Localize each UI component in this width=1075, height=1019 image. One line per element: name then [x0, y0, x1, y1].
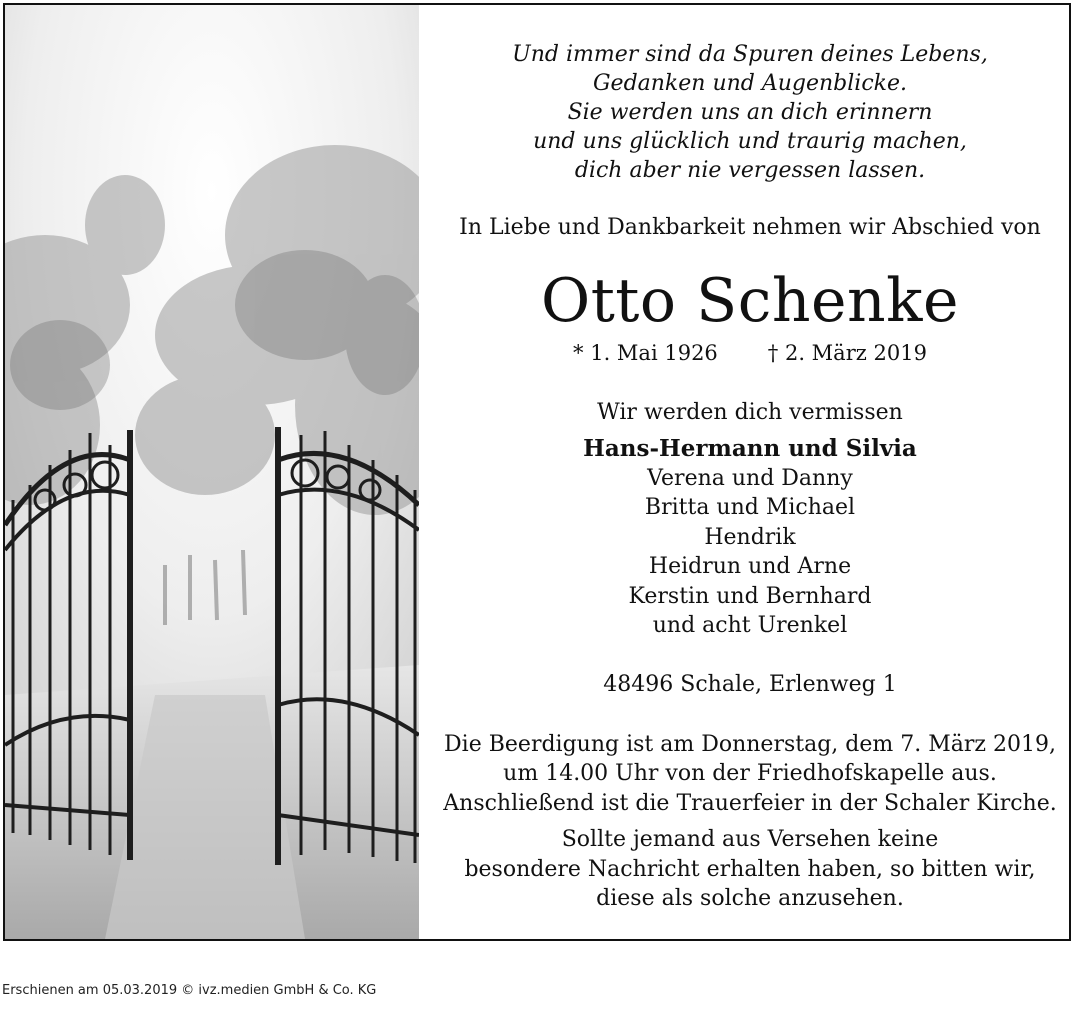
birth-date: * 1. Mai 1926 [573, 341, 718, 365]
mourner: Britta und Michael [644, 495, 856, 520]
obituary-notice [3, 3, 1071, 941]
mourner: Verena und Danny [647, 466, 853, 491]
funeral-line: um 14.00 Uhr von der Friedhofskapelle aus. [503, 761, 997, 786]
mourners-lead: Hans-Hermann und Silvia [583, 435, 917, 462]
farewell-intro: In Liebe und Dankbarkeit nehmen wir Abschied von [459, 215, 1041, 240]
closing-line: diese als solche anzusehen. [596, 886, 904, 911]
mourner: Kerstin und Bernhard [628, 584, 872, 609]
deceased-name: Otto Schenke [541, 266, 959, 336]
mourner: Heidrun und Arne [648, 554, 852, 579]
garden-gate-illustration [5, 5, 419, 939]
miss-line: Wir werden dich vermissen [597, 400, 903, 425]
garden-gate-photo [5, 5, 419, 939]
family-address: 48496 Schale, Erlenweg 1 [603, 672, 897, 697]
life-dates [435, 341, 1065, 365]
publication-footer: Erschienen am 05.03.2019 © ivz.medien GmbH & Co. KG [2, 983, 377, 998]
mourner: und acht Urenkel [652, 613, 848, 638]
mourner: Hendrik [704, 525, 796, 550]
funeral-line: Anschließend ist die Trauerfeier in der Schaler Kirche. [443, 791, 1057, 816]
funeral-line: Die Beerdigung ist am Donnerstag, dem 7. März 2019, [444, 732, 1056, 757]
closing-line: besondere Nachricht erhalten haben, so bitten wir, [464, 857, 1036, 882]
notice-text [435, 5, 1065, 939]
poem-line: Gedanken und Augenblicke. [592, 71, 908, 96]
poem-line: Und immer sind da Spuren deines Lebens, [512, 42, 988, 67]
poem-line: und uns glücklich und traurig machen, [533, 129, 967, 154]
poem-line: Sie werden uns an dich erinnern [567, 100, 933, 125]
closing-line: Sollte jemand aus Versehen keine [561, 827, 939, 852]
death-date: † 2. März 2019 [767, 341, 927, 365]
poem-line: dich aber nie vergessen lassen. [574, 158, 926, 183]
